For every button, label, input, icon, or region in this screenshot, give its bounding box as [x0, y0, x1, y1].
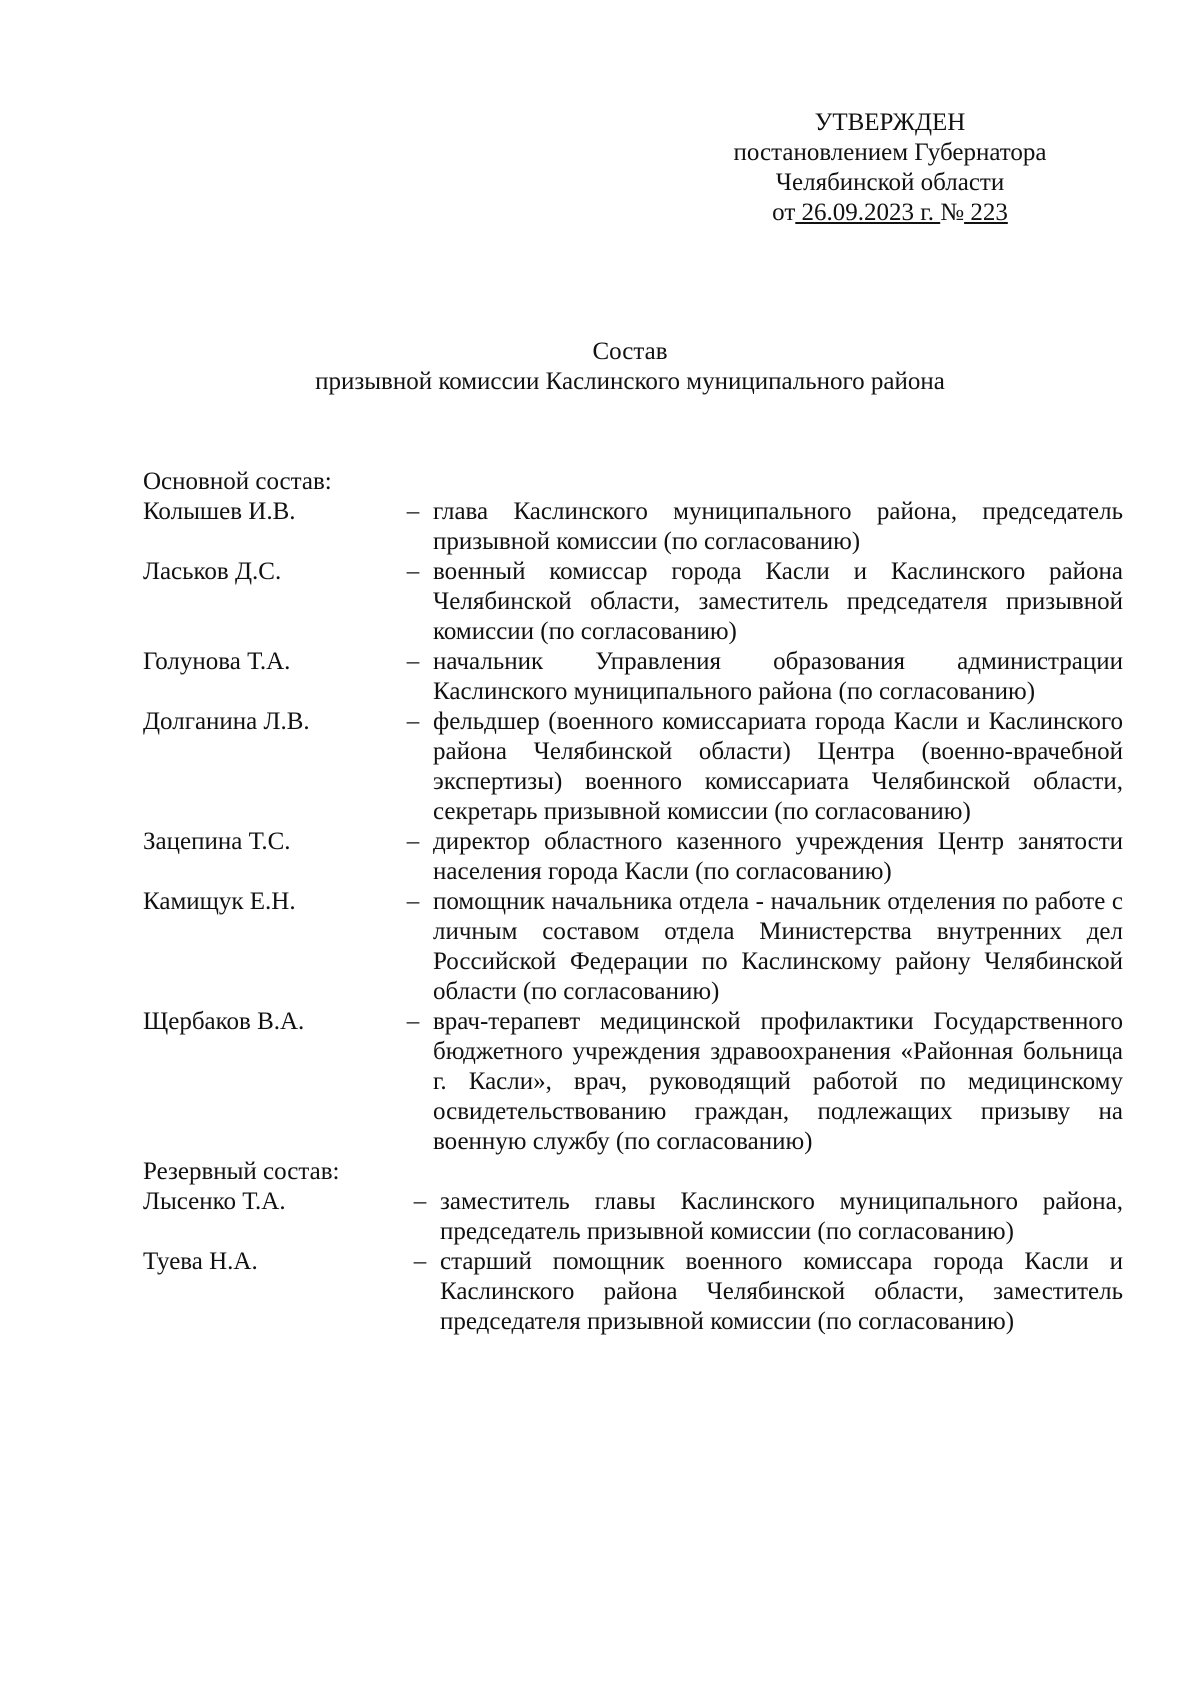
member-row: [143, 497, 1123, 557]
title-line-1: Состав: [592, 338, 668, 365]
member-role: директор областного казенного учреждения Центр занятости населения города Касли (по согласованию): [433, 828, 1123, 885]
member-name: Камищук Е.Н.: [143, 888, 296, 915]
approval-block: [700, 108, 1080, 228]
member-name: Голунова Т.А.: [143, 648, 291, 675]
member-role: старший помощник военного комиссара города Касли и Каслинского района Челябинской области, заместитель председателя призывной комиссии (по согласованию): [440, 1248, 1123, 1335]
member-name: Зацепина Т.С.: [143, 828, 291, 855]
member-dash: –: [406, 558, 420, 585]
member-dash: –: [406, 828, 420, 855]
member-row: [143, 557, 1123, 647]
member-dash: –: [406, 648, 420, 675]
member-row: [143, 647, 1123, 707]
member-role: военный комиссар города Касли и Каслинского района Челябинской области, заместитель председателя призывной комиссии (по согласованию): [433, 558, 1123, 645]
member-dash: –: [413, 1188, 427, 1215]
member-role: врач-терапевт медицинской профилактики Государственного бюджетного учреждения здравоохранения «Районная больница г. Касли», врач, руководящий работой по медицинскому освидетельствованию граждан, подлежащих призыву на военную службу (по согласованию): [433, 1008, 1123, 1155]
reserve-composition-label: Резервный состав:: [143, 1158, 340, 1185]
member-row: [143, 827, 1123, 887]
reserve-members: [143, 1187, 1123, 1337]
member-name: Колышев И.В.: [143, 498, 296, 525]
member-row: [143, 1247, 1123, 1337]
member-row: [143, 887, 1123, 1007]
approval-decree-line: постановлением Губернатора: [733, 139, 1047, 166]
number-prefix: №: [940, 199, 965, 226]
document-title: [0, 337, 1200, 397]
member-name: Долганина Л.В.: [143, 708, 310, 735]
title-line-2: призывной комиссии Каслинского муниципального района: [315, 368, 945, 395]
member-name: Туева Н.А.: [143, 1248, 258, 1275]
member-name: Ласьков Д.С.: [143, 558, 282, 585]
member-role: помощник начальника отдела - начальник отделения по работе с личным составом отдела Министерства внутренних дел Российской Федерации по Каслинскому району Челябинской области (по согласованию): [433, 888, 1123, 1005]
main-composition-label: Основной состав:: [143, 468, 332, 495]
approval-heading: УТВЕРЖДЕН: [814, 109, 966, 136]
member-role: глава Каслинского муниципального района, председатель призывной комиссии (по согласованию): [433, 498, 1123, 555]
member-row: [143, 707, 1123, 827]
member-role: начальник Управления образования администрации Каслинского муниципального района (по согласованию): [433, 648, 1123, 705]
member-dash: –: [406, 708, 420, 735]
approval-date-line: [700, 198, 1080, 228]
number-value: 223: [964, 199, 1008, 226]
member-name: Лысенко Т.А.: [143, 1188, 286, 1215]
commission-roster: [143, 467, 1123, 1337]
member-dash: –: [406, 888, 420, 915]
date-prefix: от: [772, 199, 796, 226]
member-row: [143, 1007, 1123, 1157]
member-dash: –: [406, 1008, 420, 1035]
member-role: заместитель главы Каслинского муниципального района, председатель призывной комиссии (по согласованию): [440, 1188, 1123, 1245]
member-dash: –: [413, 1248, 427, 1275]
member-role: фельдшер (военного комиссариата города Касли и Каслинского района Челябинской области) Центра (военно-врачебной экспертизы) военного комиссариата Челябинской области, секретарь призывной комиссии (по согласованию): [433, 708, 1123, 825]
member-dash: –: [406, 498, 420, 525]
approval-region-line: Челябинской области: [775, 169, 1005, 196]
date-value: 26.09.2023 г.: [795, 199, 941, 226]
member-name: Щербаков В.А.: [143, 1008, 305, 1035]
member-row: [143, 1187, 1123, 1247]
